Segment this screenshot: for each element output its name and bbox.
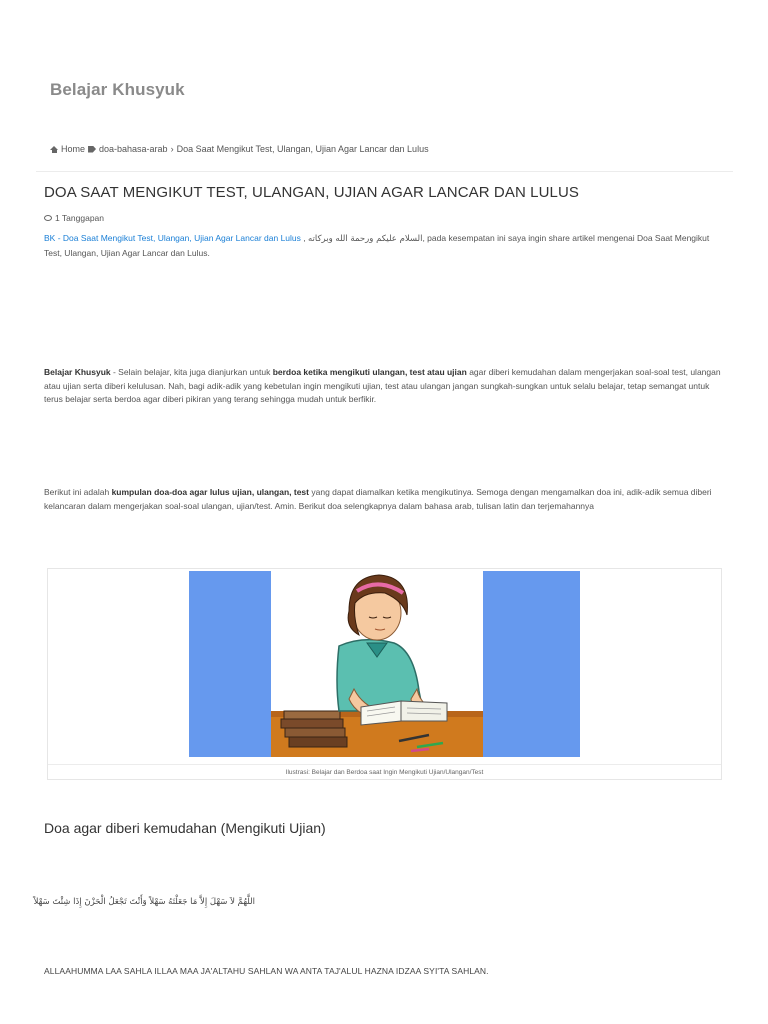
- home-icon: [50, 146, 58, 153]
- para2-text-1: - Selain belajar, kita juga dianjurkan untuk: [110, 367, 273, 377]
- figure-caption: Ilustrasi: Belajar dan Berdoa saat Ingin Mengikuti Ujian/Ulangan/Test: [48, 764, 721, 780]
- breadcrumb-category-link[interactable]: doa-bahasa-arab: [99, 144, 168, 154]
- para3-text-1: Berikut ini adalah: [44, 487, 112, 497]
- intro-comma: ,: [300, 233, 308, 243]
- studying-girl-illustration: [189, 571, 580, 757]
- brand-bold: Belajar Khusyuk: [44, 367, 111, 377]
- latin-prayer: ALLAAHUMMA LAA SAHLA ILLAA MAA JA'ALTAHU SAHLAN WA ANTA TAJ'ALUL HAZNA IDZAA SYI'TA SAHLAN.: [44, 966, 489, 976]
- body-paragraph-2: [44, 486, 724, 513]
- header-divider: [36, 171, 733, 172]
- breadcrumb: [50, 144, 429, 154]
- tag-icon: [88, 146, 96, 153]
- arabic-prayer: اللَّهُمَّ لاَ سَهْلَ إِلاَّ مَا جَعَلْتَهُ سَهْلاً وَأَنْتَ تَجْعَلُ الْحَزْنَ إِذَا شِئْتَ سَهْلاً: [33, 897, 255, 907]
- comment-icon: [44, 215, 52, 221]
- breadcrumb-current: Doa Saat Mengikut Test, Ulangan, Ujian Agar Lancar dan Lulus: [176, 144, 429, 154]
- para2-text-2: agar diberi kemudahan dalam mengerjakan soal-soal test, ulangan atau ujian serta diberi kelulusan. Nah, bagi adik-adik yang kebetulan ingin mengikuti ujian, test atau ulangan jangan sungkah-sungkan untuk selalu belajar, tetap semangat untuk terus belajar serta berdoa agar diberi pikiran yang terang sehingga mudah untuk berfikir.: [44, 367, 721, 404]
- breadcrumb-separator: ›: [170, 144, 174, 154]
- left-blue-panel: [189, 571, 271, 757]
- intro-salam: السلام عليكم ورحمة الله وبركاته: [307, 234, 423, 244]
- para2-bold: berdoa ketika mengikuti ulangan, test atau ujian: [272, 367, 467, 377]
- intro-link[interactable]: BK - Doa Saat Mengikut Test, Ulangan, Ujian Agar Lancar dan Lulus: [44, 233, 301, 243]
- intro-paragraph: [44, 232, 724, 260]
- section-heading: Doa agar diberi kemudahan (Mengikuti Ujian): [44, 820, 326, 836]
- para3-bold: kumpulan doa-doa agar lulus ujian, ulangan, test: [111, 487, 309, 497]
- site-title[interactable]: Belajar Khusyuk: [50, 80, 185, 99]
- right-blue-panel: [483, 571, 580, 757]
- body-paragraph-1: [44, 366, 724, 407]
- post-title: DOA SAAT MENGIKUT TEST, ULANGAN, UJIAN AGAR LANCAR DAN LULUS: [44, 184, 580, 201]
- para3-text-2: yang dapat diamalkan ketika mengikutinya. Semoga dengan mengamalkan doa ini, adik-adik semua diberi kelancaran dalam mengerjakan soal-soal ulangan, ujian/test. Amin. Berikut doa selengkapnya dalam bahasa arab, tulisan latin dan terjemahannya: [44, 487, 712, 511]
- comments-label[interactable]: 1 Tanggapan: [55, 213, 105, 223]
- book-stack: [281, 711, 347, 747]
- comments-count[interactable]: [44, 213, 104, 223]
- intro-text: , pada kesempatan ini saya ingin share artikel mengenai Doa Saat Mengikut Test, Ulangan, Ujian Agar Lancar dan Lulus.: [44, 233, 710, 258]
- breadcrumb-home-link[interactable]: Home: [61, 144, 86, 154]
- illustration-figure: [47, 568, 722, 780]
